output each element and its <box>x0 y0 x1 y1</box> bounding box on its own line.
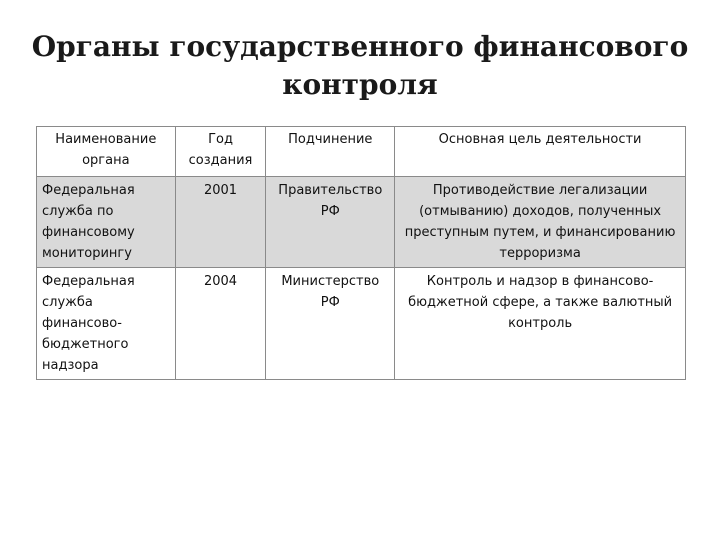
table-row <box>37 177 686 268</box>
title-line-1: Органы государственного финансового <box>31 30 689 63</box>
table-row <box>37 268 686 380</box>
control-bodies-table <box>36 126 686 380</box>
table-header-row <box>37 127 686 177</box>
header-subordination: Подчинение <box>266 127 395 177</box>
cell-organ-name: Федеральная служба по финансовому мониторингу <box>37 177 176 268</box>
cell-year: 2004 <box>175 268 266 380</box>
cell-goal: Противодействие легализации (отмыванию) доходов, полученных преступным путем, и финансированию терроризма <box>395 177 686 268</box>
title-line-2: контроля <box>282 68 438 101</box>
header-year: Год создания <box>175 127 266 177</box>
header-organ-name: Наименование органа <box>37 127 176 177</box>
cell-organ-name: Федеральная служба финансово-бюджетного надзора <box>37 268 176 380</box>
cell-subordination: Министерство РФ <box>266 268 395 380</box>
page-title <box>0 28 720 104</box>
cell-goal: Контроль и надзор в финансово-бюджетной сфере, а также валютный контроль <box>395 268 686 380</box>
cell-subordination: Правительство РФ <box>266 177 395 268</box>
cell-year: 2001 <box>175 177 266 268</box>
header-goal: Основная цель деятельности <box>395 127 686 177</box>
